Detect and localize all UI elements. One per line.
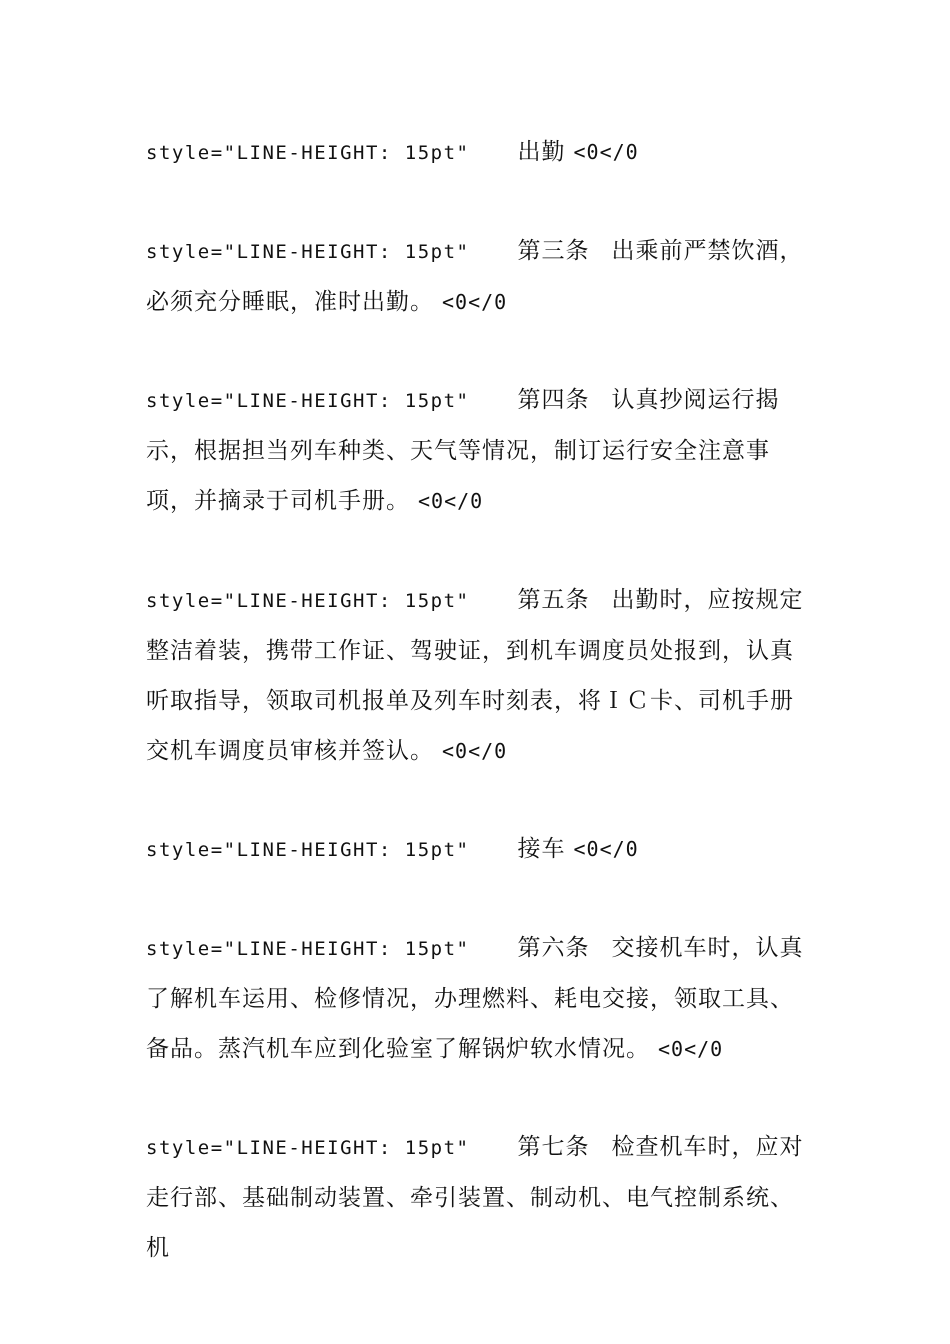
style-prefix: style="LINE-HEIGHT: 15pt" <box>146 938 470 960</box>
style-prefix: style="LINE-HEIGHT: 15pt" <box>146 1137 470 1159</box>
heading-text: 接车 <box>517 836 566 862</box>
tail-marker: <0</0 <box>573 140 639 164</box>
clause-text: 出勤时，应按规定整洁着装，携带工作证、驾驶证，到机车调度员处报到，认真听取指导，领取司机报单及列车时刻表，将ＩＣ卡、司机手册交机车调度员审核并签认。 <box>146 587 804 764</box>
style-prefix: style="LINE-HEIGHT: 15pt" <box>146 839 470 861</box>
heading-text: 出勤 <box>517 139 566 165</box>
tail-marker: <0</0 <box>442 290 508 314</box>
clause-number: 第六条 <box>517 935 590 961</box>
paragraph-heading-jieche <box>146 824 816 875</box>
paragraph-article-5 <box>146 575 816 776</box>
paragraph-article-7 <box>146 1122 816 1273</box>
clause-number: 第七条 <box>517 1134 590 1160</box>
tail-marker: <0</0 <box>418 489 484 513</box>
paragraph-article-4 <box>146 375 816 526</box>
tail-marker: <0</0 <box>442 739 508 763</box>
clause-text: 出乘前严禁饮酒，必须充分睡眠，准时出勤。 <box>146 238 804 315</box>
tail-marker: <0</0 <box>658 1037 724 1061</box>
paragraph-article-3 <box>146 226 816 327</box>
paragraph-article-6 <box>146 923 816 1074</box>
clause-text: 检查机车时，应对走行部、基础制动装置、牵引装置、制动机、电气控制系统、机 <box>146 1134 804 1261</box>
clause-number: 第五条 <box>517 587 590 613</box>
clause-text: 认真抄阅运行揭示，根据担当列车种类、天气等情况，制订运行安全注意事项，并摘录于司机手册。 <box>146 387 780 514</box>
clause-number: 第三条 <box>517 238 590 264</box>
style-prefix: style="LINE-HEIGHT: 15pt" <box>146 590 470 612</box>
clause-number: 第四条 <box>517 387 590 413</box>
clause-text: 交接机车时，认真了解机车运用、检修情况，办理燃料、耗电交接，领取工具、备品。蒸汽机车应到化验室了解锅炉软水情况。 <box>146 935 804 1062</box>
paragraph-heading-chuqin <box>146 127 816 178</box>
tail-marker: <0</0 <box>573 837 639 861</box>
style-prefix: style="LINE-HEIGHT: 15pt" <box>146 390 470 412</box>
style-prefix: style="LINE-HEIGHT: 15pt" <box>146 142 470 164</box>
style-prefix: style="LINE-HEIGHT: 15pt" <box>146 241 470 263</box>
